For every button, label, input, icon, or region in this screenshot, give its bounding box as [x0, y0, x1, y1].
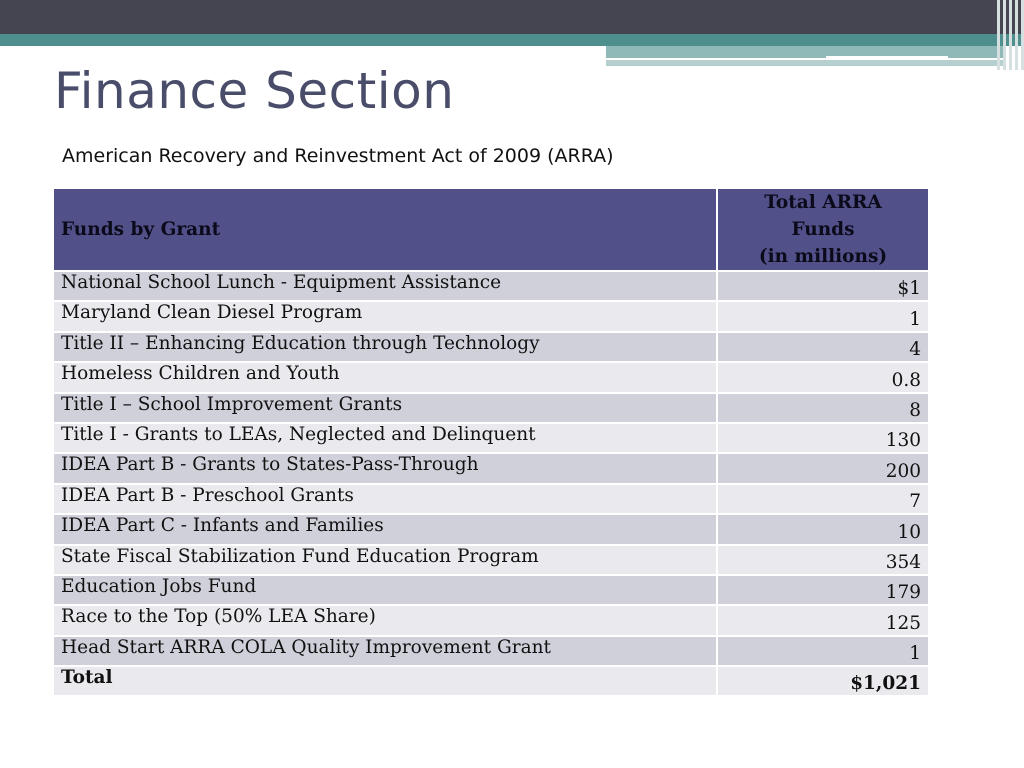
slide-title: Finance Section: [54, 62, 455, 120]
grant-value: 1: [717, 636, 929, 666]
top-decor-bar: [0, 0, 1024, 34]
funds-table: [52, 187, 930, 697]
table-row: [53, 453, 929, 483]
table-row: [53, 332, 929, 362]
header-total-line2: Funds: [791, 219, 855, 240]
table-row: [53, 605, 929, 635]
header-funds-by-grant: Funds by Grant: [53, 188, 717, 271]
grant-name: Title II – Enhancing Education through Technology: [53, 332, 717, 362]
grant-name: Maryland Clean Diesel Program: [53, 301, 717, 331]
top-teal-bar: [0, 34, 1024, 46]
table-header-row: [53, 188, 929, 271]
table-row: [53, 575, 929, 605]
total-value: $1,021: [717, 666, 929, 696]
grant-name: State Fiscal Stabilization Fund Education Program: [53, 545, 717, 575]
grant-value: 4: [717, 332, 929, 362]
grant-name: Race to the Top (50% LEA Share): [53, 605, 717, 635]
grant-name: Title I - Grants to LEAs, Neglected and Delinquent: [53, 423, 717, 453]
grant-value: 0.8: [717, 362, 929, 392]
grant-name: IDEA Part B - Preschool Grants: [53, 484, 717, 514]
decor-stripes: [994, 0, 1024, 70]
total-row: [53, 666, 929, 696]
table-row: [53, 545, 929, 575]
grant-value: 125: [717, 605, 929, 635]
table-row: [53, 362, 929, 392]
table-row: [53, 271, 929, 301]
grant-value: 200: [717, 453, 929, 483]
top-teal-thin-accent: [606, 60, 1006, 66]
decor-line: [826, 56, 948, 59]
grant-value: 179: [717, 575, 929, 605]
grant-value: 1: [717, 301, 929, 331]
grant-value: 10: [717, 514, 929, 544]
grant-name: Education Jobs Fund: [53, 575, 717, 605]
table-row: [53, 636, 929, 666]
grant-name: Head Start ARRA COLA Quality Improvement Grant: [53, 636, 717, 666]
grant-name: IDEA Part B - Grants to States-Pass-Through: [53, 453, 717, 483]
grant-value: 8: [717, 393, 929, 423]
grant-value: 7: [717, 484, 929, 514]
grant-value: 130: [717, 423, 929, 453]
grant-name: IDEA Part C - Infants and Families: [53, 514, 717, 544]
grant-value: 354: [717, 545, 929, 575]
grant-name: Homeless Children and Youth: [53, 362, 717, 392]
table-row: [53, 484, 929, 514]
header-total-line3: (in millions): [758, 246, 888, 267]
table-row: [53, 423, 929, 453]
slide-subtitle: American Recovery and Reinvestment Act of 2009 (ARRA): [62, 145, 614, 167]
header-total-line1: Total ARRA: [764, 192, 882, 213]
grant-name: National School Lunch - Equipment Assistance: [53, 271, 717, 301]
total-label: Total: [53, 666, 717, 696]
table-row: [53, 301, 929, 331]
table-row: [53, 393, 929, 423]
grant-name: Title I – School Improvement Grants: [53, 393, 717, 423]
table-row: [53, 514, 929, 544]
header-total-funds: [717, 188, 929, 271]
grant-value: $1: [717, 271, 929, 301]
